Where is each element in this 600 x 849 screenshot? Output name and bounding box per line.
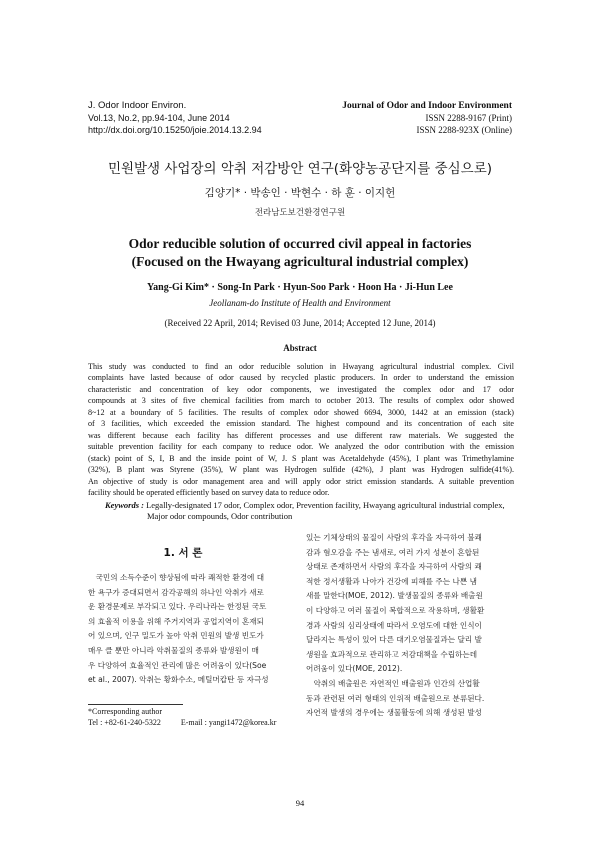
abstract-line: An objective of study is odor management area and will apply odor strict emission standards. A suitable prevention (88, 476, 514, 486)
body-line: 감과 혐오감을 주는 냄새로, 여러 가지 성분이 혼합된 (306, 547, 480, 557)
keywords-label: Keywords : (105, 500, 144, 510)
authors-english: Yang-Gi Kim* · Song-In Park · Hyun-Soo Park · Hoon Ha · Ji-Hun Lee (147, 282, 453, 293)
footnote (88, 706, 276, 728)
abstract-line: complaints have lasted because of odor caused by recycled plastic producers. In order to understand the emission (88, 373, 514, 383)
journal-short-name: J. Odor Indoor Environ. (88, 100, 187, 111)
abstract-line: (stack) point of S, I, B and the inside point of W, J. S plant was Acetaldehyde (45%), I plant was Trimethylamine (88, 453, 514, 463)
authors-korean: 김양기* · 박송인 · 박현수 · 하 훈 · 이지헌 (204, 187, 396, 199)
abstract-line: was different because each facility has different processes and use different raw materials. We suggested the (88, 430, 514, 440)
volume-info: Vol.13, No.2, pp.94-104, June 2014 (88, 113, 230, 123)
journal-full-name: Journal of Odor and Indoor Environment (342, 101, 512, 111)
body-line: 악취의 배출원은 자연적인 배출원과 인간의 산업활 (306, 678, 480, 688)
body-line: 우 다양하여 효율적인 관리에 많은 어려움이 있다(Soe (88, 660, 267, 670)
body-line: 적한 정서생활과 나아가 건강에 피해를 주는 나쁜 냄 (306, 576, 477, 586)
title-korean: 민원발생 사업장의 악취 저감방안 연구(화양농공단지를 중심으로) (107, 161, 493, 177)
keywords-block (105, 500, 525, 522)
corresponding-author-note: *Corresponding author (88, 707, 162, 716)
journal-header-left (88, 100, 262, 136)
body-line: et al., 2007). 악취는 황화수소, 메틸머캅탄 등 자극성 (88, 675, 269, 685)
body-line: 운 환경문제로 부각되고 있다. 우리나라는 한정된 국토 (88, 602, 267, 612)
section-heading-introduction: 1. 서 론 (163, 547, 203, 559)
footnote-divider (88, 704, 183, 705)
page-number: 94 (295, 798, 305, 808)
body-line: 상태로 존재하면서 사람의 후각을 자극하여 사람의 쾌 (306, 562, 482, 572)
body-line: 달라지는 특성이 있어 다른 대기오염물질과는 달리 발 (306, 635, 482, 645)
institution-korean: 전라남도보건환경연구원 (254, 208, 346, 218)
abstract-line: (32%), B plant was Styrene (35%), W plant was Hydrogen sulfide (42%), J plant was Hydrogen sulfide(41%). (88, 465, 514, 475)
abstract-line: suitable prevention facility for each company to reduce odor. We analyzed the odor contribution with the emission (88, 442, 514, 452)
abstract-line: 8~12 at a boundary of 5 facilities. The results of complex odor showed 6694, 3000, 1442 at an emission (stack) (88, 407, 514, 417)
body-line: 경과 사람의 심리상태에 따라서 오염도에 대한 인식이 (306, 620, 482, 630)
doi-link[interactable]: http://dx.doi.org/10.15250/joie.2014.13.2.94 (88, 125, 262, 135)
issn-online: ISSN 2288-923X (Online) (416, 125, 512, 135)
body-column-right (306, 531, 514, 721)
abstract-line: facility should be operated efficiently based on survey data to reduce odor. (88, 487, 330, 497)
abstract-line: characteristic and concentration of key odor components, we investigated the complex odor and 17 odor (88, 384, 514, 394)
abstract-line: of 3 facilities, which exceeded the emission standard. The highest compound and its concentration of each site (88, 419, 514, 429)
body-line: 한 욕구가 증대되면서 감각공해의 하나인 악취가 새로 (88, 587, 264, 597)
institution-english: Jeollanam-do Institute of Health and Environment (209, 298, 391, 308)
title-english-line1: Odor reducible solution of occurred civil appeal in factories (128, 236, 472, 251)
body-line: 생원을 효과적으로 관리하고 저감대책을 수립하는데 (306, 649, 478, 659)
title-english (0, 235, 600, 271)
body-line: 어려움이 있다(MOE, 2012). (306, 664, 403, 674)
body-column-left (88, 571, 288, 688)
body-line: 자연적 발생의 경우에는 생물활동에 의해 생성된 발성 (306, 708, 482, 718)
body-line: 있는 기체상태의 물질이 사람의 후각을 자극하여 불쾌 (306, 533, 482, 542)
journal-header-right (342, 100, 512, 136)
abstract-line: This study was conducted to find an odor reducible solution in Hwayang agricultural industrial complex. Civil (88, 362, 514, 371)
keywords-line2: Major odor compounds, Odor contribution (147, 511, 293, 521)
contact-info: Tel : +82-61-240-5322 E-mail : yangi1472@korea.kr (88, 718, 277, 727)
body-line: 국민의 소득수준이 향상됨에 따라 쾌적한 환경에 대 (88, 573, 265, 582)
title-english-line2: (Focused on the Hwayang agricultural industrial complex) (131, 254, 469, 269)
abstract-heading: Abstract (283, 343, 317, 353)
issn-print: ISSN 2288-9167 (Print) (425, 113, 512, 123)
body-line: 이 다양하고 여러 물질이 복합적으로 작용하며, 생활환 (306, 605, 485, 615)
abstract-line: compounds at 3 sites of five chemical facilities from march to october 2013. The results of complex odor showed (88, 396, 514, 406)
body-line: 동과 관련된 여러 형태의 인위적 배출원으로 분류된다. (306, 693, 485, 703)
abstract-body (88, 361, 514, 498)
received-dates: (Received 22 April, 2014; Revised 03 June, 2014; Accepted 12 June, 2014) (164, 318, 436, 328)
body-line: 매우 클 뿐만 아니라 악취물질의 종류와 발생원이 매 (88, 645, 259, 655)
body-line: 새를 말한다(MOE, 2012). 발생물질의 종류와 배출원 (306, 591, 483, 601)
keywords-line1: Legally-designated 17 odor, Complex odor, Prevention facility, Hwayang agricultural industrial complex, (146, 500, 505, 510)
body-line: 어 있으며, 인구 밀도가 높아 악취 민원의 발생 빈도가 (88, 631, 264, 641)
body-line: 의 효율적 이용을 위해 주거지역과 공업지역이 혼재되 (88, 616, 264, 626)
